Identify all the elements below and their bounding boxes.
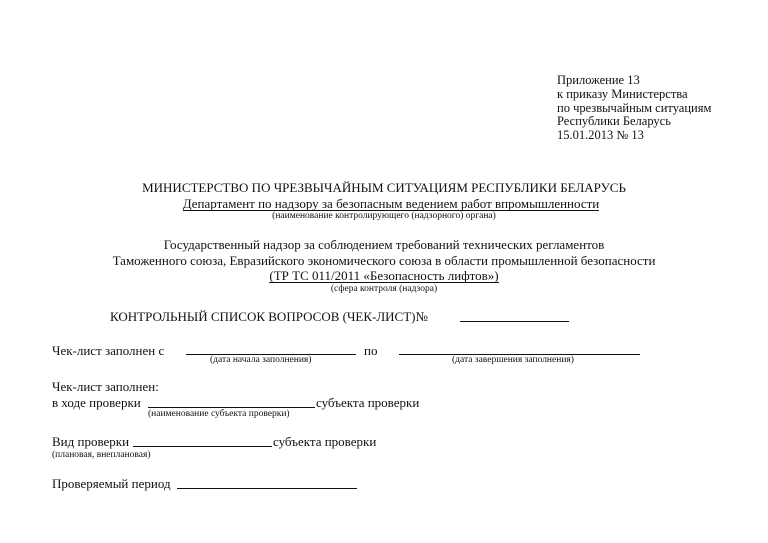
appendix-block xyxy=(557,74,711,143)
checklist-number-field[interactable] xyxy=(460,321,569,322)
department-name-row xyxy=(0,196,768,212)
appendix-line: Приложение 13 xyxy=(557,73,640,87)
supervision-line-1: Государственный надзор за соблюдением требований технических регламентов xyxy=(163,237,605,252)
inspection-type-suffix: субъекта проверки xyxy=(273,434,377,449)
inspection-subject-suffix: субъекта проверки xyxy=(316,395,420,410)
appendix-line: по чрезвычайным ситуациям xyxy=(557,100,712,115)
ministry-title: МИНИСТЕРСТВО ПО ЧРЕЗВЫЧАЙНЫМ СИТУАЦИЯМ РЕСПУБЛИКИ БЕЛАРУСЬ xyxy=(142,180,626,195)
filled-to-label: по xyxy=(364,343,378,358)
inspection-type-field[interactable] xyxy=(133,446,272,447)
during-inspection-label: в ходе проверки xyxy=(52,395,141,410)
checklist-title: КОНТРОЛЬНЫЙ СПИСОК ВОПРОСОВ (ЧЕК-ЛИСТ)№ xyxy=(110,309,428,324)
supervision-regulation: (ТР ТС 011/2011 «Безопасность лифтов») xyxy=(269,268,499,283)
end-date-caption: (дата завершения заполнения) xyxy=(452,355,574,365)
appendix-line: 15.01.2013 № 13 xyxy=(557,128,644,143)
inspection-type-caption: (плановая, внеплановая) xyxy=(52,450,151,460)
start-date-caption: (дата начала заполнения) xyxy=(210,355,312,365)
appendix-line: к приказу Министерства xyxy=(557,86,688,101)
inspection-period-field[interactable] xyxy=(177,488,357,489)
supervision-caption: (сфера контроля (надзора) xyxy=(330,284,438,294)
inspection-period-label: Проверяемый период xyxy=(52,476,171,491)
filled-from-label: Чек-лист заполнен с xyxy=(52,343,165,358)
department-caption: (наименование контролирующего (надзорного) органа) xyxy=(272,211,496,221)
inspection-subject-caption: (наименование субъекта проверки) xyxy=(148,409,290,419)
supervision-line-2: Таможенного союза, Евразийского экономического союза в области промышленной безопасности xyxy=(112,253,656,268)
filled-during-label: Чек-лист заполнен: xyxy=(52,379,159,394)
department-name: Департамент по надзору за безопасным ведением работ впромышленности xyxy=(182,196,600,211)
inspection-subject-field[interactable] xyxy=(148,407,315,408)
inspection-type-label: Вид проверки xyxy=(52,434,130,449)
supervision-regulation-row xyxy=(0,268,768,284)
appendix-line: Республики Беларусь xyxy=(557,114,671,129)
